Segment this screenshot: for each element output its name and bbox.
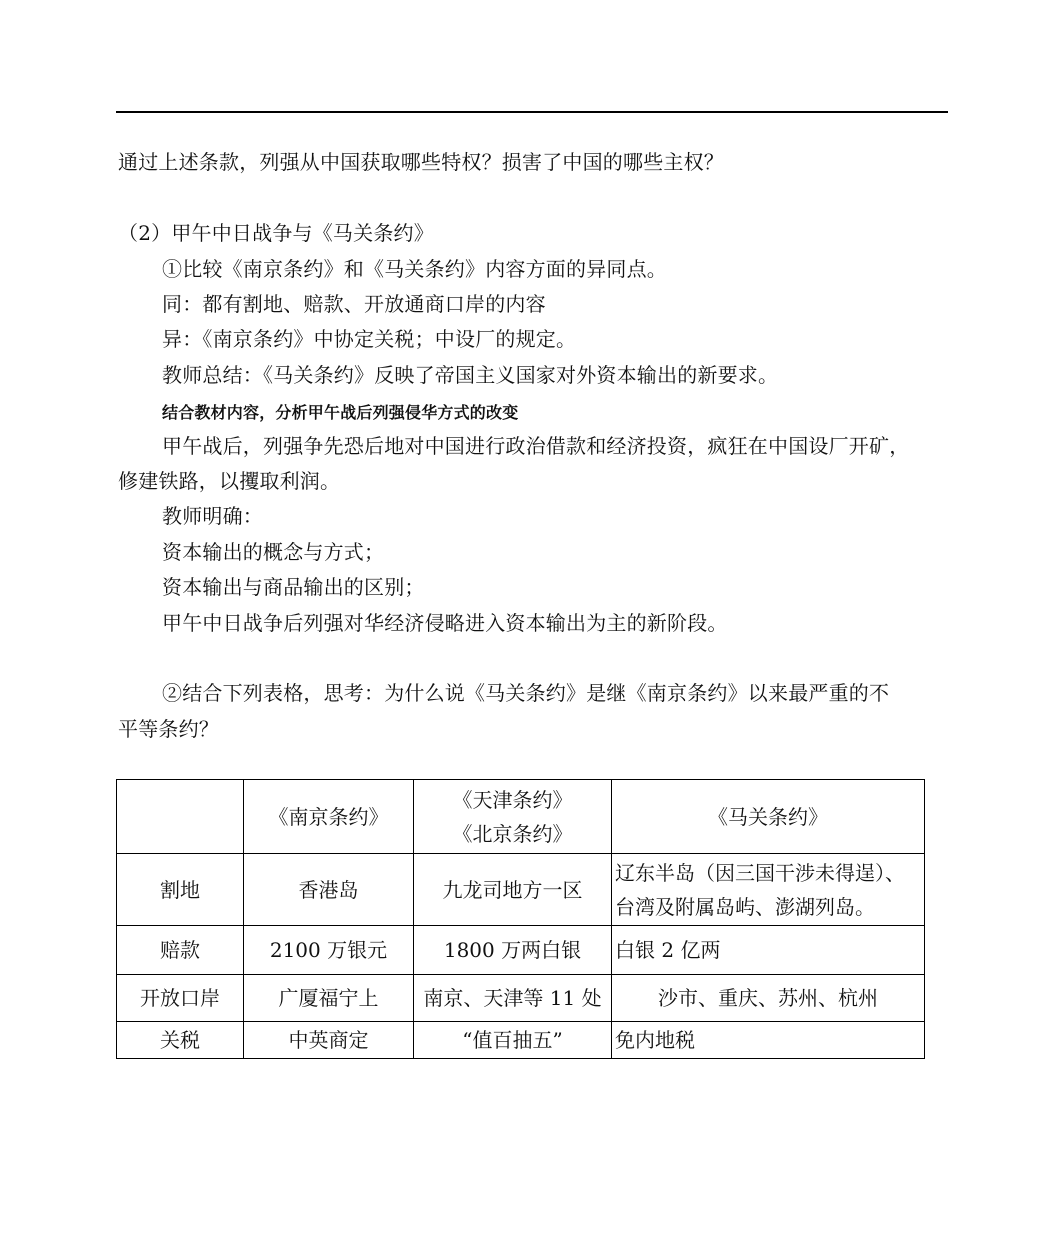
header-nanjing: 《南京条约》 — [244, 780, 414, 854]
header-beijing: 《北京条约》 — [452, 821, 573, 846]
question-2-line-1: ②结合下列表格，思考：为什么说《马关条约》是继《南京条约》以来最严重的不 — [162, 681, 890, 705]
compare-prompt: ①比较《南京条约》和《马关条约》内容方面的异同点。 — [162, 257, 667, 281]
postwar-line-1: 甲午战后，列强争先恐后地对中国进行政治借款和经济投资，疯狂在中国设厂开矿， — [162, 434, 910, 458]
cell-nanjing: 广厦福宁上 — [244, 975, 414, 1022]
row-label: 关税 — [117, 1022, 244, 1059]
cell-maguan: 免内地税 — [612, 1022, 925, 1059]
header-tianjin-beijing — [414, 780, 612, 854]
bold-heading: 结合教材内容，分析甲午战后列强侵华方式的改变 — [162, 403, 519, 422]
cell-nanjing: 香港岛 — [244, 854, 414, 926]
cell-tianjin-beijing: 1800 万两白银 — [414, 926, 612, 975]
question-2-line-2: 平等条约？ — [118, 717, 219, 741]
cell-nanjing: 中英商定 — [244, 1022, 414, 1059]
table-row — [117, 854, 925, 926]
cell-tianjin-beijing: 九龙司地方一区 — [414, 854, 612, 926]
similarity-text: 同：都有割地、赔款、开放通商口岸的内容 — [162, 292, 546, 316]
header-rule — [116, 111, 948, 113]
header-empty-cell — [117, 780, 244, 854]
row-label: 开放口岸 — [117, 975, 244, 1022]
cell-tianjin-beijing: 南京、天津等 11 处 — [414, 975, 612, 1022]
postwar-line-2: 修建铁路，以攫取利润。 — [118, 469, 341, 493]
cell-maguan — [612, 854, 925, 926]
point-1: 资本输出的概念与方式； — [162, 540, 385, 564]
point-3: 甲午中日战争后列强对华经济侵略进入资本输出为主的新阶段。 — [162, 611, 728, 635]
table-row — [117, 1022, 925, 1059]
header-maguan: 《马关条约》 — [612, 780, 925, 854]
row-label: 割地 — [117, 854, 244, 926]
cell-maguan: 沙市、重庆、苏州、杭州 — [612, 975, 925, 1022]
cell-maguan-line-1: 辽东半岛（因三国干涉未得逞）、 — [615, 860, 905, 885]
table-header-row — [117, 780, 925, 854]
difference-text: 异：《南京条约》中协定关税；中设厂的规定。 — [162, 327, 577, 351]
teacher-summary: 教师总结：《马关条约》反映了帝国主义国家对外资本输出的新要求。 — [162, 363, 779, 387]
table-row — [117, 975, 925, 1022]
row-label: 赔款 — [117, 926, 244, 975]
header-tianjin: 《天津条约》 — [452, 787, 573, 812]
cell-maguan: 白银 2 亿两 — [612, 926, 925, 975]
question-1: 通过上述条款，列强从中国获取哪些特权？损害了中国的哪些主权？ — [118, 150, 724, 174]
cell-tianjin-beijing: “值百抽五” — [414, 1022, 612, 1059]
cell-nanjing: 2100 万银元 — [244, 926, 414, 975]
point-2: 资本输出与商品输出的区别； — [162, 575, 425, 599]
table-row — [117, 926, 925, 975]
cell-maguan-line-2: 台湾及附属岛屿、澎湖列岛。 — [615, 894, 875, 919]
teacher-clarify: 教师明确： — [162, 504, 263, 528]
section-heading-2: （2）甲午中日战争与《马关条约》 — [118, 221, 434, 245]
treaty-comparison-table — [116, 779, 925, 1059]
